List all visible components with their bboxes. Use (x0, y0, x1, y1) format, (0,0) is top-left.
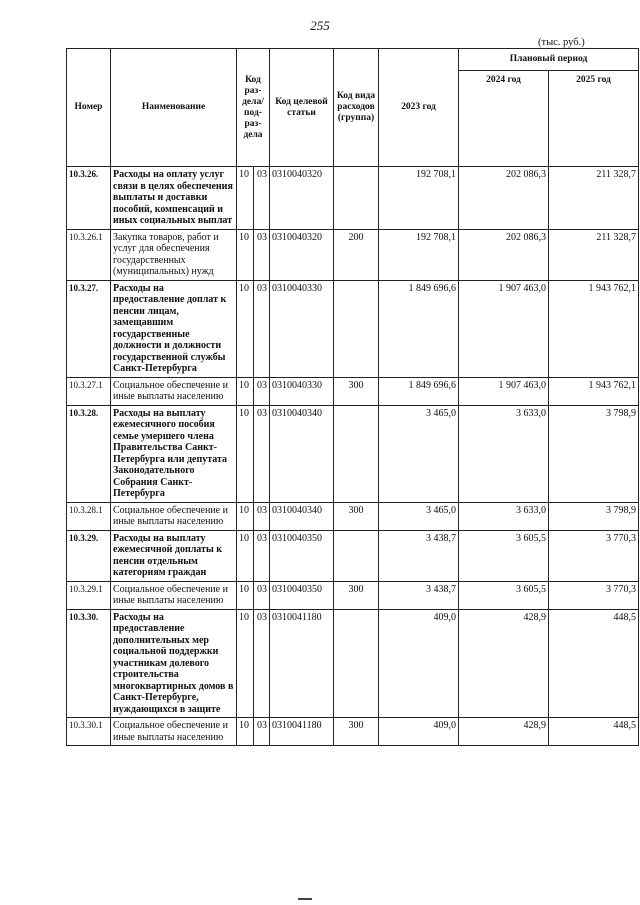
row-name-cell: Закупка товаров, работ и услуг для обеспечения государственных (муниципальных) нужд (111, 229, 237, 280)
row-number-cell: 10.3.26.1 (67, 229, 111, 280)
row-target-cell: 0310040350 (270, 530, 334, 581)
row-vida-cell (334, 280, 379, 377)
row-2024-cell: 1 907 463,0 (459, 377, 549, 405)
row-podrazdel-cell: 03 (254, 718, 270, 746)
table-row (67, 280, 639, 377)
table-row (67, 167, 639, 230)
row-2025-cell: 1 943 762,1 (549, 280, 639, 377)
budget-table (66, 48, 639, 746)
row-vida-cell (334, 167, 379, 230)
row-2025-cell: 448,5 (549, 718, 639, 746)
header-2024: 2024 год (459, 71, 549, 167)
row-podrazdel-cell: 03 (254, 405, 270, 502)
row-target-cell: 0310040320 (270, 229, 334, 280)
header-section: Код раз-дела/ под-раз-дела (237, 49, 270, 167)
row-2025-cell: 3 798,9 (549, 502, 639, 530)
table-row (67, 609, 639, 718)
row-name-cell: Расходы на оплату услуг связи в целях обеспечения выплаты и доставки пособий, компенсаций и иных социальных выплат (111, 167, 237, 230)
row-razdel-cell: 10 (237, 530, 254, 581)
row-vida-cell (334, 530, 379, 581)
row-target-cell: 0310040350 (270, 581, 334, 609)
row-2023-cell: 409,0 (379, 718, 459, 746)
header-planned-period: Плановый период (459, 49, 639, 71)
row-2023-cell: 1 849 696,6 (379, 280, 459, 377)
row-2024-cell: 202 086,3 (459, 229, 549, 280)
header-vida: Код вида расходов (группа) (334, 49, 379, 167)
row-razdel-cell: 10 (237, 405, 254, 502)
row-number-cell: 10.3.27. (67, 280, 111, 377)
row-vida-cell: 300 (334, 377, 379, 405)
row-target-cell: 0310040330 (270, 377, 334, 405)
row-vida-cell: 300 (334, 718, 379, 746)
row-podrazdel-cell: 03 (254, 229, 270, 280)
row-name-cell: Расходы на предоставление доплат к пенсии лицам, замещавшим государственные должности и должности государственной службы Санкт-Петербурга (111, 280, 237, 377)
row-2023-cell: 3 465,0 (379, 405, 459, 502)
row-2025-cell: 3 770,3 (549, 530, 639, 581)
table-body (67, 167, 639, 746)
page-number: 255 (310, 18, 330, 33)
row-2025-cell: 3 798,9 (549, 405, 639, 502)
row-number-cell: 10.3.30.1 (67, 718, 111, 746)
row-razdel-cell: 10 (237, 167, 254, 230)
table-row (67, 229, 639, 280)
row-podrazdel-cell: 03 (254, 167, 270, 230)
row-target-cell: 0310040320 (270, 167, 334, 230)
row-podrazdel-cell: 03 (254, 530, 270, 581)
table-row (67, 405, 639, 502)
row-number-cell: 10.3.30. (67, 609, 111, 718)
row-razdel-cell: 10 (237, 280, 254, 377)
row-2023-cell: 1 849 696,6 (379, 377, 459, 405)
table-row (67, 718, 639, 746)
row-number-cell: 10.3.28. (67, 405, 111, 502)
row-number-cell: 10.3.26. (67, 167, 111, 230)
row-name-cell: Социальное обеспечение и иные выплаты населению (111, 377, 237, 405)
row-2024-cell: 202 086,3 (459, 167, 549, 230)
row-2025-cell: 211 328,7 (549, 229, 639, 280)
row-2024-cell: 428,9 (459, 718, 549, 746)
row-vida-cell: 300 (334, 502, 379, 530)
row-target-cell: 0310040340 (270, 502, 334, 530)
bottom-mark (298, 898, 312, 900)
header-2025: 2025 год (549, 71, 639, 167)
row-2024-cell: 1 907 463,0 (459, 280, 549, 377)
row-podrazdel-cell: 03 (254, 280, 270, 377)
row-target-cell: 0310041180 (270, 718, 334, 746)
row-name-cell: Социальное обеспечение и иные выплаты населению (111, 502, 237, 530)
table-row (67, 377, 639, 405)
header-target: Код целевой статьи (270, 49, 334, 167)
row-razdel-cell: 10 (237, 229, 254, 280)
row-vida-cell (334, 609, 379, 718)
units-label: (тыс. руб.) (538, 37, 585, 48)
row-number-cell: 10.3.29. (67, 530, 111, 581)
row-2025-cell: 211 328,7 (549, 167, 639, 230)
row-podrazdel-cell: 03 (254, 609, 270, 718)
row-2024-cell: 3 633,0 (459, 502, 549, 530)
header-name: Наименование (111, 49, 237, 167)
row-2024-cell: 3 605,5 (459, 530, 549, 581)
header-number: Номер (67, 49, 111, 167)
row-name-cell: Социальное обеспечение и иные выплаты населению (111, 718, 237, 746)
row-2023-cell: 3 465,0 (379, 502, 459, 530)
row-name-cell: Расходы на выплату ежемесячной доплаты к пенсии отдельным категориям граждан (111, 530, 237, 581)
row-podrazdel-cell: 03 (254, 581, 270, 609)
row-name-cell: Социальное обеспечение и иные выплаты населению (111, 581, 237, 609)
row-2025-cell: 3 770,3 (549, 581, 639, 609)
row-razdel-cell: 10 (237, 377, 254, 405)
row-2023-cell: 3 438,7 (379, 530, 459, 581)
row-target-cell: 0310040330 (270, 280, 334, 377)
row-2023-cell: 192 708,1 (379, 167, 459, 230)
row-2023-cell: 192 708,1 (379, 229, 459, 280)
row-2023-cell: 409,0 (379, 609, 459, 718)
row-razdel-cell: 10 (237, 718, 254, 746)
row-target-cell: 0310041180 (270, 609, 334, 718)
row-number-cell: 10.3.29.1 (67, 581, 111, 609)
row-target-cell: 0310040340 (270, 405, 334, 502)
row-name-cell: Расходы на выплату ежемесячного пособия семье умершего члена Правительства Санкт-Петербурга или депутата Законодательного Собрания Санкт-Петербурга (111, 405, 237, 502)
row-2025-cell: 1 943 762,1 (549, 377, 639, 405)
row-razdel-cell: 10 (237, 502, 254, 530)
table-row (67, 502, 639, 530)
row-2023-cell: 3 438,7 (379, 581, 459, 609)
row-number-cell: 10.3.27.1 (67, 377, 111, 405)
table-row (67, 581, 639, 609)
table-row (67, 530, 639, 581)
row-2025-cell: 448,5 (549, 609, 639, 718)
row-razdel-cell: 10 (237, 581, 254, 609)
row-vida-cell (334, 405, 379, 502)
row-2024-cell: 428,9 (459, 609, 549, 718)
row-name-cell: Расходы на предоставление дополнительных мер социальной поддержки участникам долевого строительства многоквартирных домов в Санкт-Петербурге, нуждающихся в защите (111, 609, 237, 718)
row-razdel-cell: 10 (237, 609, 254, 718)
row-2024-cell: 3 633,0 (459, 405, 549, 502)
row-vida-cell: 200 (334, 229, 379, 280)
header-2023: 2023 год (379, 49, 459, 167)
row-vida-cell: 300 (334, 581, 379, 609)
row-2024-cell: 3 605,5 (459, 581, 549, 609)
row-podrazdel-cell: 03 (254, 377, 270, 405)
row-number-cell: 10.3.28.1 (67, 502, 111, 530)
row-podrazdel-cell: 03 (254, 502, 270, 530)
